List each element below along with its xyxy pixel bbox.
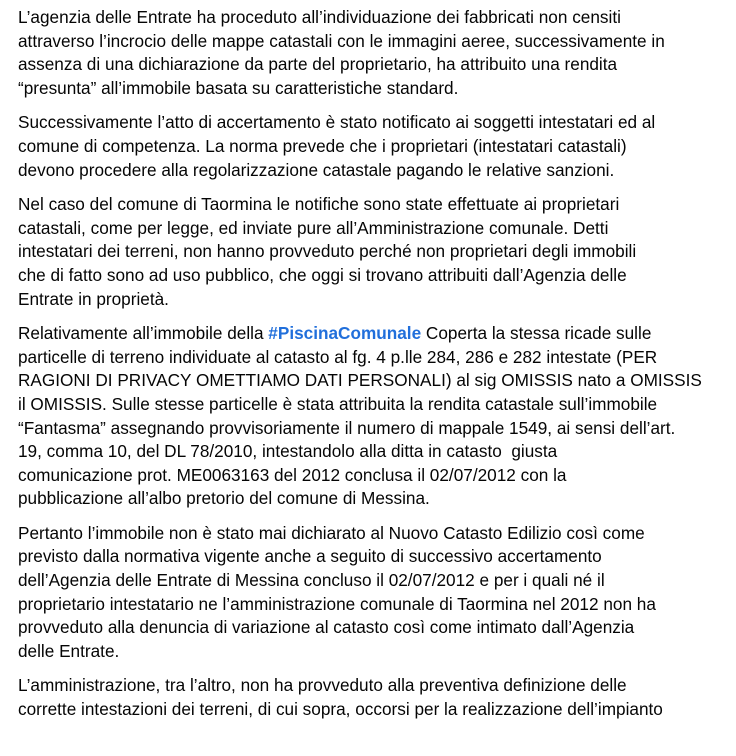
- hashtag-suffix: Coperta la stessa ricade sulle: [421, 323, 652, 344]
- text-line: proprietario intestatario ne l’amministrazione comunale di Taormina nel 2012 non ha: [18, 593, 656, 614]
- text-line: intestatari dei terreni, non hanno provveduto perché non proprietari degli immobili: [18, 241, 637, 262]
- text-line: comunicazione prot. ME0063163 del 2012 conclusa il 02/07/2012 con la: [18, 464, 567, 485]
- text-line: comune di competenza. La norma prevede che i proprietari (intestatari catastali): [18, 135, 627, 156]
- text-line: Entrate in proprietà.: [18, 288, 169, 309]
- paragraph-5: [18, 522, 734, 664]
- text-line: catastali, come per legge, ed inviate pure all’Amministrazione comunale. Detti: [18, 217, 609, 238]
- text-line-with-hashtag: [18, 322, 734, 346]
- text-line: Nel caso del comune di Taormina le notifiche sono state effettuate ai proprietari: [18, 194, 620, 215]
- hashtag-prefix: Relativamente all’immobile della: [18, 323, 269, 344]
- paragraph-1: [18, 6, 734, 100]
- text-line: previsto dalla normativa vigente anche a seguito di successivo accertamento: [18, 546, 602, 567]
- text-line: provveduto alla denuncia di variazione al catasto così come intimato dall’Agenzia: [18, 617, 635, 638]
- paragraph-6: [18, 674, 734, 721]
- text-line: il OMISSIS. Sulle stesse particelle è stata attribuita la rendita catastale sull’immobile: [18, 393, 658, 414]
- text-line: Pertanto l’immobile non è stato mai dichiarato al Nuovo Catasto Edilizio così come: [18, 522, 645, 543]
- text-line: che di fatto sono ad uso pubblico, che oggi si trovano attribuiti dall’Agenzia delle: [18, 264, 627, 285]
- paragraph-4: [18, 322, 734, 511]
- text-line: pubblicazione all’albo pretorio del comune di Messina.: [18, 488, 430, 509]
- text-line: devono procedere alla regolarizzazione catastale pagando le relative sanzioni.: [18, 159, 615, 180]
- hashtag-link[interactable]: #PiscinaComunale: [268, 323, 422, 344]
- text-line: “presunta” all’immobile basata su caratteristiche standard.: [18, 77, 459, 98]
- text-line: Successivamente l’atto di accertamento è stato notificato ai soggetti intestatari ed al: [18, 112, 656, 133]
- text-line: dell’Agenzia delle Entrate di Messina concluso il 02/07/2012 e per i quali né il: [18, 570, 605, 591]
- text-line: particelle di terreno individuate al catasto al fg. 4 p.lle 284, 286 e 282 intestate (PER: [18, 346, 658, 367]
- text-line: assenza di una dichiarazione da parte del proprietario, ha attribuito una rendita: [18, 54, 618, 75]
- text-line: attraverso l’incrocio delle mappe catastali con le immagini aeree, successivamente in: [18, 30, 665, 51]
- text-line: corrette intestazioni dei terreni, di cui sopra, occorsi per la realizzazione dell’impianto: [18, 699, 663, 720]
- text-line: 19, comma 10, del DL 78/2010, intestandolo alla ditta in catasto giusta: [18, 441, 558, 462]
- text-line: L’agenzia delle Entrate ha proceduto all’individuazione dei fabbricati non censiti: [18, 7, 621, 27]
- text-line: L’amministrazione, tra l’altro, non ha provveduto alla preventiva definizione delle: [18, 675, 627, 696]
- paragraph-3: [18, 193, 734, 311]
- text-line: RAGIONI DI PRIVACY OMETTIAMO DATI PERSONALI) al sig OMISSIS nato a OMISSIS: [18, 370, 702, 391]
- paragraph-2: [18, 111, 734, 182]
- text-line: “Fantasma” assegnando provvisoriamente il numero di mappale 1549, ai sensi dell’art.: [18, 417, 676, 438]
- text-line: delle Entrate.: [18, 640, 120, 661]
- post-body: [18, 6, 734, 733]
